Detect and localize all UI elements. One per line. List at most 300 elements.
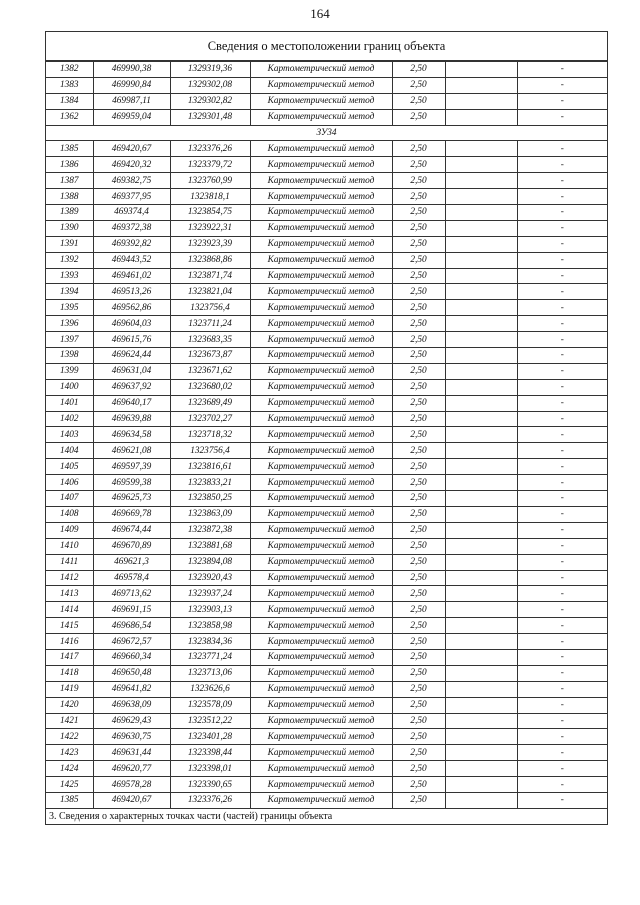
cell-coord-y: 1323903,13	[170, 602, 250, 618]
cell-point-number: 1422	[46, 729, 93, 745]
table-row	[46, 570, 607, 586]
cell-dash: -	[517, 332, 607, 348]
table-row	[46, 491, 607, 507]
cell-description	[445, 141, 517, 157]
cell-method: Картометрический метод	[250, 745, 392, 761]
cell-point-number: 1391	[46, 236, 93, 252]
cell-dash: -	[517, 157, 607, 173]
cell-description	[445, 189, 517, 205]
cell-point-number: 1416	[46, 634, 93, 650]
cell-coord-y: 1323702,27	[170, 411, 250, 427]
cell-coord-x: 469691,15	[93, 602, 170, 618]
cell-point-number: 1411	[46, 554, 93, 570]
cell-description	[445, 729, 517, 745]
rows-before-section	[46, 62, 607, 126]
table-row	[46, 681, 607, 697]
table-row	[46, 220, 607, 236]
cell-method: Картометрический метод	[250, 618, 392, 634]
cell-point-number: 1402	[46, 411, 93, 427]
cell-method: Картометрический метод	[250, 777, 392, 793]
cell-coord-x: 469420,32	[93, 157, 170, 173]
cell-description	[445, 681, 517, 697]
cell-coord-y: 1323713,06	[170, 665, 250, 681]
cell-dash: -	[517, 62, 607, 78]
cell-accuracy: 2,50	[392, 777, 445, 793]
cell-accuracy: 2,50	[392, 395, 445, 411]
cell-accuracy: 2,50	[392, 554, 445, 570]
cell-accuracy: 2,50	[392, 427, 445, 443]
cell-coord-x: 469669,78	[93, 506, 170, 522]
cell-dash: -	[517, 363, 607, 379]
cell-dash: -	[517, 236, 607, 252]
table-row	[46, 93, 607, 109]
cell-coord-y: 1323920,43	[170, 570, 250, 586]
cell-description	[445, 157, 517, 173]
cell-method: Картометрический метод	[250, 348, 392, 364]
cell-method: Картометрический метод	[250, 459, 392, 475]
cell-dash: -	[517, 268, 607, 284]
cell-method: Картометрический метод	[250, 189, 392, 205]
cell-description	[445, 77, 517, 93]
cell-method: Картометрический метод	[250, 586, 392, 602]
cell-coord-y: 1323718,32	[170, 427, 250, 443]
cell-method: Картометрический метод	[250, 252, 392, 268]
cell-description	[445, 284, 517, 300]
cell-description	[445, 316, 517, 332]
cell-accuracy: 2,50	[392, 729, 445, 745]
cell-dash: -	[517, 586, 607, 602]
cell-accuracy: 2,50	[392, 602, 445, 618]
cell-accuracy: 2,50	[392, 77, 445, 93]
table-row	[46, 634, 607, 650]
section-row-group	[46, 125, 607, 141]
cell-method: Картометрический метод	[250, 284, 392, 300]
cell-coord-y: 1323756,4	[170, 300, 250, 316]
cell-method: Картометрический метод	[250, 427, 392, 443]
cell-point-number: 1385	[46, 141, 93, 157]
cell-accuracy: 2,50	[392, 618, 445, 634]
table-row	[46, 459, 607, 475]
cell-description	[445, 411, 517, 427]
cell-point-number: 1407	[46, 491, 93, 507]
cell-description	[445, 792, 517, 808]
cell-coord-y: 1323937,24	[170, 586, 250, 602]
cell-description	[445, 220, 517, 236]
cell-point-number: 1417	[46, 649, 93, 665]
cell-dash: -	[517, 395, 607, 411]
cell-description	[445, 602, 517, 618]
cell-point-number: 1419	[46, 681, 93, 697]
cell-coord-x: 469629,43	[93, 713, 170, 729]
cell-accuracy: 2,50	[392, 761, 445, 777]
cell-coord-x: 469461,02	[93, 268, 170, 284]
cell-coord-y: 1323850,25	[170, 491, 250, 507]
cell-point-number: 1398	[46, 348, 93, 364]
cell-coord-y: 1323872,38	[170, 522, 250, 538]
cell-dash: -	[517, 443, 607, 459]
cell-method: Картометрический метод	[250, 205, 392, 221]
cell-coord-y: 1323863,09	[170, 506, 250, 522]
coordinates-table	[46, 61, 607, 809]
cell-method: Картометрический метод	[250, 300, 392, 316]
cell-description	[445, 777, 517, 793]
cell-coord-x: 469625,73	[93, 491, 170, 507]
cell-dash: -	[517, 77, 607, 93]
table-row	[46, 522, 607, 538]
cell-dash: -	[517, 777, 607, 793]
cell-dash: -	[517, 252, 607, 268]
cell-coord-x: 469420,67	[93, 792, 170, 808]
cell-accuracy: 2,50	[392, 252, 445, 268]
cell-accuracy: 2,50	[392, 570, 445, 586]
cell-description	[445, 459, 517, 475]
cell-coord-x: 469634,58	[93, 427, 170, 443]
cell-accuracy: 2,50	[392, 713, 445, 729]
table-row	[46, 268, 607, 284]
cell-dash: -	[517, 459, 607, 475]
cell-description	[445, 491, 517, 507]
cell-point-number: 1382	[46, 62, 93, 78]
cell-accuracy: 2,50	[392, 348, 445, 364]
cell-dash: -	[517, 554, 607, 570]
cell-method: Картометрический метод	[250, 554, 392, 570]
cell-description	[445, 268, 517, 284]
cell-method: Картометрический метод	[250, 697, 392, 713]
cell-point-number: 1413	[46, 586, 93, 602]
cell-point-number: 1412	[46, 570, 93, 586]
cell-description	[445, 570, 517, 586]
cell-description	[445, 665, 517, 681]
cell-accuracy: 2,50	[392, 697, 445, 713]
cell-coord-y: 1323578,09	[170, 697, 250, 713]
cell-accuracy: 2,50	[392, 268, 445, 284]
cell-accuracy: 2,50	[392, 157, 445, 173]
cell-method: Картометрический метод	[250, 522, 392, 538]
cell-method: Картометрический метод	[250, 141, 392, 157]
cell-description	[445, 586, 517, 602]
table-row	[46, 586, 607, 602]
cell-dash: -	[517, 93, 607, 109]
cell-accuracy: 2,50	[392, 649, 445, 665]
cell-method: Картометрический метод	[250, 77, 392, 93]
cell-method: Картометрический метод	[250, 379, 392, 395]
section-label: ЗУ34	[46, 125, 607, 141]
cell-accuracy: 2,50	[392, 745, 445, 761]
cell-description	[445, 713, 517, 729]
cell-description	[445, 745, 517, 761]
cell-point-number: 1388	[46, 189, 93, 205]
cell-dash: -	[517, 141, 607, 157]
cell-dash: -	[517, 538, 607, 554]
cell-description	[445, 62, 517, 78]
cell-method: Картометрический метод	[250, 713, 392, 729]
cell-description	[445, 634, 517, 650]
table-row	[46, 554, 607, 570]
table-row	[46, 506, 607, 522]
cell-point-number: 1405	[46, 459, 93, 475]
cell-point-number: 1420	[46, 697, 93, 713]
cell-coord-x: 469624,44	[93, 348, 170, 364]
cell-point-number: 1397	[46, 332, 93, 348]
cell-method: Картометрический метод	[250, 220, 392, 236]
table-row	[46, 348, 607, 364]
cell-dash: -	[517, 220, 607, 236]
cell-coord-x: 469392,82	[93, 236, 170, 252]
cell-accuracy: 2,50	[392, 459, 445, 475]
cell-dash: -	[517, 618, 607, 634]
cell-coord-x: 469620,77	[93, 761, 170, 777]
cell-coord-x: 469420,67	[93, 141, 170, 157]
cell-method: Картометрический метод	[250, 570, 392, 586]
cell-coord-y: 1329302,82	[170, 93, 250, 109]
cell-method: Картометрический метод	[250, 268, 392, 284]
cell-point-number: 1383	[46, 77, 93, 93]
cell-description	[445, 173, 517, 189]
cell-dash: -	[517, 522, 607, 538]
table-row	[46, 729, 607, 745]
cell-accuracy: 2,50	[392, 62, 445, 78]
cell-point-number: 1418	[46, 665, 93, 681]
cell-accuracy: 2,50	[392, 491, 445, 507]
cell-coord-x: 469597,39	[93, 459, 170, 475]
cell-coord-y: 1323854,75	[170, 205, 250, 221]
cell-dash: -	[517, 411, 607, 427]
cell-accuracy: 2,50	[392, 173, 445, 189]
table-row	[46, 109, 607, 125]
cell-dash: -	[517, 379, 607, 395]
cell-coord-x: 469562,86	[93, 300, 170, 316]
cell-coord-x: 469621,3	[93, 554, 170, 570]
cell-method: Картометрический метод	[250, 681, 392, 697]
cell-description	[445, 395, 517, 411]
cell-accuracy: 2,50	[392, 475, 445, 491]
cell-dash: -	[517, 761, 607, 777]
table-row	[46, 665, 607, 681]
cell-coord-y: 1323894,08	[170, 554, 250, 570]
cell-accuracy: 2,50	[392, 538, 445, 554]
cell-description	[445, 649, 517, 665]
cell-accuracy: 2,50	[392, 411, 445, 427]
page-number: 164	[310, 6, 330, 21]
cell-accuracy: 2,50	[392, 93, 445, 109]
cell-accuracy: 2,50	[392, 506, 445, 522]
table-row	[46, 395, 607, 411]
table-row	[46, 77, 607, 93]
cell-coord-x: 469637,92	[93, 379, 170, 395]
table-row	[46, 443, 607, 459]
cell-point-number: 1399	[46, 363, 93, 379]
cell-dash: -	[517, 681, 607, 697]
cell-coord-x: 469631,04	[93, 363, 170, 379]
table-row	[46, 363, 607, 379]
cell-coord-y: 1323711,24	[170, 316, 250, 332]
cell-point-number: 1425	[46, 777, 93, 793]
cell-coord-x: 469377,95	[93, 189, 170, 205]
cell-description	[445, 363, 517, 379]
cell-description	[445, 618, 517, 634]
cell-coord-x: 469578,28	[93, 777, 170, 793]
cell-method: Картометрический метод	[250, 316, 392, 332]
cell-point-number: 1424	[46, 761, 93, 777]
cell-dash: -	[517, 316, 607, 332]
section-row	[46, 125, 607, 141]
cell-accuracy: 2,50	[392, 109, 445, 125]
cell-point-number: 1414	[46, 602, 93, 618]
cell-point-number: 1396	[46, 316, 93, 332]
cell-method: Картометрический метод	[250, 363, 392, 379]
table-row	[46, 316, 607, 332]
cell-coord-y: 1323833,21	[170, 475, 250, 491]
cell-method: Картометрический метод	[250, 491, 392, 507]
cell-coord-y: 1323756,4	[170, 443, 250, 459]
cell-point-number: 1395	[46, 300, 93, 316]
cell-coord-x: 469513,26	[93, 284, 170, 300]
cell-coord-x: 469638,09	[93, 697, 170, 713]
cell-coord-y: 1329302,08	[170, 77, 250, 93]
table-row	[46, 205, 607, 221]
cell-point-number: 1386	[46, 157, 93, 173]
cell-accuracy: 2,50	[392, 586, 445, 602]
cell-method: Картометрический метод	[250, 109, 392, 125]
cell-point-number: 1403	[46, 427, 93, 443]
cell-method: Картометрический метод	[250, 395, 392, 411]
cell-dash: -	[517, 697, 607, 713]
table-row	[46, 252, 607, 268]
cell-accuracy: 2,50	[392, 332, 445, 348]
cell-coord-x: 469660,34	[93, 649, 170, 665]
cell-coord-x: 469599,38	[93, 475, 170, 491]
cell-description	[445, 252, 517, 268]
cell-coord-x: 469650,48	[93, 665, 170, 681]
cell-description	[445, 379, 517, 395]
table-row	[46, 300, 607, 316]
table-row	[46, 777, 607, 793]
cell-coord-y: 1323398,44	[170, 745, 250, 761]
cell-coord-y: 1323858,98	[170, 618, 250, 634]
cell-point-number: 1387	[46, 173, 93, 189]
cell-coord-y: 1323398,01	[170, 761, 250, 777]
footer-text: 3. Сведения о характерных точках части (частей) границы объекта	[46, 809, 607, 825]
table-row	[46, 618, 607, 634]
cell-description	[445, 332, 517, 348]
cell-point-number: 1400	[46, 379, 93, 395]
cell-coord-y: 1323680,02	[170, 379, 250, 395]
table-row	[46, 284, 607, 300]
cell-dash: -	[517, 506, 607, 522]
table-row	[46, 761, 607, 777]
cell-point-number: 1384	[46, 93, 93, 109]
cell-accuracy: 2,50	[392, 220, 445, 236]
cell-dash: -	[517, 491, 607, 507]
cell-accuracy: 2,50	[392, 316, 445, 332]
cell-coord-y: 1323376,26	[170, 792, 250, 808]
table-row	[46, 236, 607, 252]
table-row	[46, 792, 607, 808]
cell-method: Картометрический метод	[250, 332, 392, 348]
table-row	[46, 713, 607, 729]
cell-accuracy: 2,50	[392, 379, 445, 395]
cell-dash: -	[517, 713, 607, 729]
cell-coord-y: 1323923,39	[170, 236, 250, 252]
cell-accuracy: 2,50	[392, 205, 445, 221]
boundary-table-frame	[45, 31, 608, 825]
table-row	[46, 189, 607, 205]
cell-coord-y: 1323689,49	[170, 395, 250, 411]
cell-dash: -	[517, 348, 607, 364]
cell-description	[445, 522, 517, 538]
table-row	[46, 602, 607, 618]
cell-accuracy: 2,50	[392, 681, 445, 697]
cell-coord-x: 469674,44	[93, 522, 170, 538]
cell-coord-y: 1323760,99	[170, 173, 250, 189]
cell-point-number: 1415	[46, 618, 93, 634]
cell-accuracy: 2,50	[392, 634, 445, 650]
cell-coord-y: 1323821,04	[170, 284, 250, 300]
cell-coord-y: 1323379,72	[170, 157, 250, 173]
cell-coord-y: 1323771,24	[170, 649, 250, 665]
cell-dash: -	[517, 475, 607, 491]
cell-description	[445, 506, 517, 522]
cell-coord-x: 469372,38	[93, 220, 170, 236]
table-row	[46, 332, 607, 348]
cell-description	[445, 538, 517, 554]
cell-description	[445, 475, 517, 491]
cell-dash: -	[517, 300, 607, 316]
cell-coord-y: 1323881,68	[170, 538, 250, 554]
cell-dash: -	[517, 570, 607, 586]
cell-accuracy: 2,50	[392, 141, 445, 157]
cell-description	[445, 205, 517, 221]
cell-accuracy: 2,50	[392, 189, 445, 205]
cell-coord-x: 469640,17	[93, 395, 170, 411]
cell-coord-y: 1329301,48	[170, 109, 250, 125]
cell-dash: -	[517, 205, 607, 221]
cell-coord-x: 469990,84	[93, 77, 170, 93]
cell-point-number: 1385	[46, 792, 93, 808]
table-row	[46, 475, 607, 491]
cell-coord-y: 1323871,74	[170, 268, 250, 284]
cell-coord-y: 1323868,86	[170, 252, 250, 268]
cell-point-number: 1392	[46, 252, 93, 268]
cell-point-number: 1362	[46, 109, 93, 125]
cell-description	[445, 761, 517, 777]
cell-coord-y: 1323683,35	[170, 332, 250, 348]
cell-coord-x: 469630,75	[93, 729, 170, 745]
cell-coord-x: 469990,38	[93, 62, 170, 78]
cell-coord-y: 1323376,26	[170, 141, 250, 157]
cell-dash: -	[517, 189, 607, 205]
cell-coord-x: 469672,57	[93, 634, 170, 650]
cell-method: Картометрический метод	[250, 443, 392, 459]
cell-point-number: 1401	[46, 395, 93, 411]
cell-point-number: 1423	[46, 745, 93, 761]
cell-description	[445, 348, 517, 364]
cell-accuracy: 2,50	[392, 522, 445, 538]
cell-method: Картометрический метод	[250, 93, 392, 109]
cell-method: Картометрический метод	[250, 665, 392, 681]
table-row	[46, 745, 607, 761]
table-row	[46, 141, 607, 157]
cell-coord-x: 469604,03	[93, 316, 170, 332]
cell-point-number: 1410	[46, 538, 93, 554]
cell-description	[445, 443, 517, 459]
cell-point-number: 1393	[46, 268, 93, 284]
cell-accuracy: 2,50	[392, 665, 445, 681]
cell-coord-y: 1323834,36	[170, 634, 250, 650]
cell-dash: -	[517, 284, 607, 300]
cell-coord-y: 1323816,61	[170, 459, 250, 475]
cell-dash: -	[517, 173, 607, 189]
